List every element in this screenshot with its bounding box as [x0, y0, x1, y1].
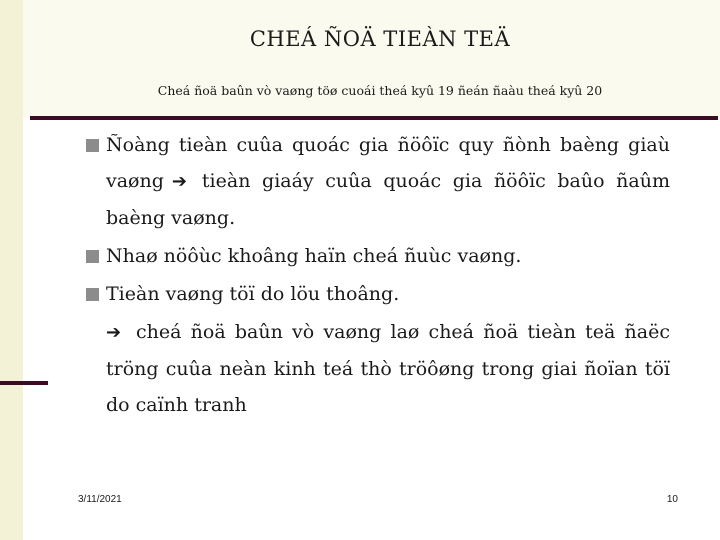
bullet-2-text: Nhaø nöôùc khoâng haïn cheá ñuùc vaøng.: [106, 245, 522, 267]
slide-title: CHEÁ ÑOÄ TIEÀN TEÄ: [249, 27, 511, 51]
bullet-item-2: [86, 238, 670, 274]
square-bullet-icon: [86, 139, 99, 152]
right-arrow-icon: ➔: [171, 171, 187, 192]
bullet-1-text-before: Ñoàng tieàn cuûa quoác gia ñöôïc quy ñònh baèng giaù vaøng: [106, 134, 670, 192]
bullet-1-text-after: tieàn giaáy cuûa quoác gia ñöôïc baûo ñaûm baèng vaøng.: [106, 170, 670, 229]
footer-page-number: 10: [666, 494, 678, 505]
right-arrow-icon: ➔: [106, 322, 122, 343]
footer-date: 3/11/2021: [78, 494, 122, 505]
conclusion-item: [86, 314, 670, 423]
bullet-3-text: Tieàn vaøng töï do löu thoâng.: [106, 283, 400, 305]
header-left-band: [0, 0, 23, 118]
side-accent-rule: [0, 381, 48, 385]
slide-subtitle: Cheá ñoä baûn vò vaøng töø cuoái theá kyû 19 ñeán ñaàu theá kyû 20: [157, 83, 603, 98]
header-divider-rule: [30, 116, 718, 120]
bullet-item-3: [86, 276, 670, 312]
header-background: [0, 0, 720, 118]
slide-content: [86, 127, 670, 423]
square-bullet-icon: [86, 288, 99, 301]
square-bullet-icon: [86, 250, 99, 263]
bullet-item-1: [86, 127, 670, 236]
conclusion-text: cheá ñoä baûn vò vaøng laø cheá ñoä tieàn teä ñaëc tröng cuûa neàn kinh teá thò tröôøng trong giai ñoïan töï do caïnh tranh: [106, 321, 670, 416]
